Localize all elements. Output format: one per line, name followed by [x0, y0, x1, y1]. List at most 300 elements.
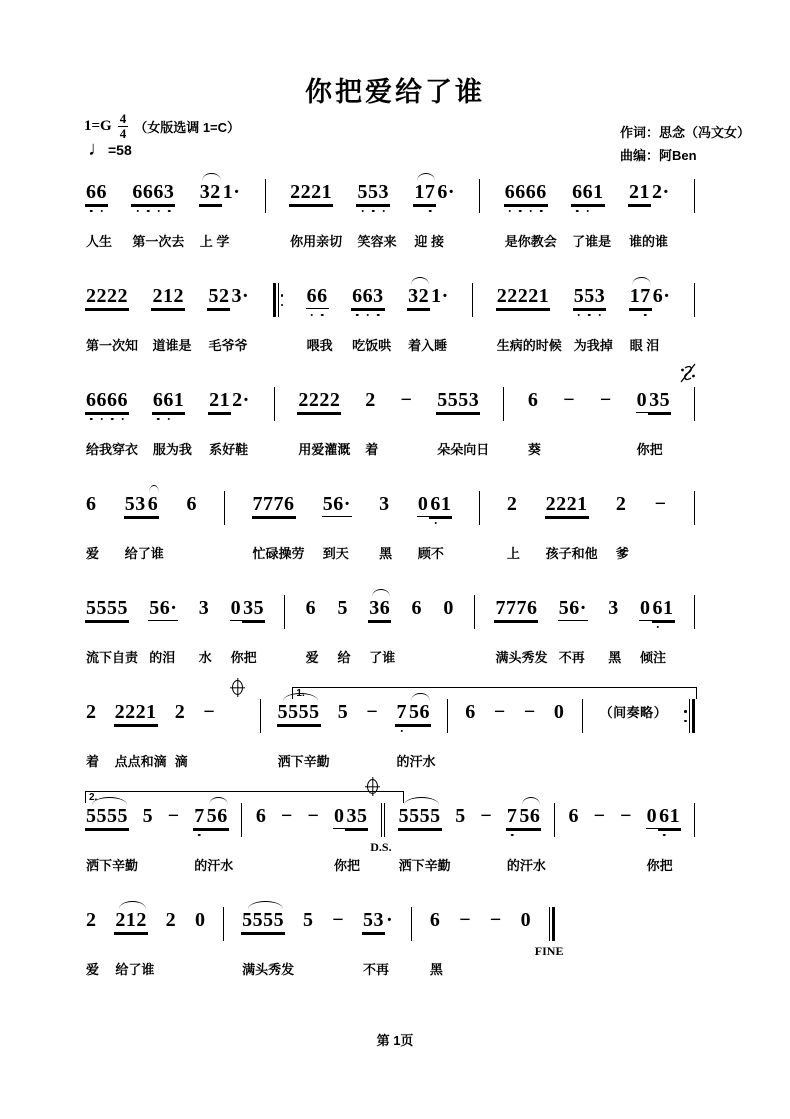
- note-char: 1: [414, 181, 425, 203]
- note-group: [436, 389, 490, 457]
- lyric-text: 给我穿衣: [86, 442, 139, 457]
- note-char: 略: [640, 705, 654, 720]
- note-char: 5: [288, 701, 299, 723]
- note-char: 3: [135, 493, 146, 515]
- bar-stroke: [552, 907, 555, 941]
- note-char: 6: [333, 493, 344, 515]
- note-char: 6: [526, 597, 538, 619]
- note-group: [131, 181, 185, 249]
- note-char: 5: [447, 389, 459, 411]
- note-char: 2: [365, 389, 376, 411]
- note-char: 3: [608, 597, 619, 619]
- score-line: [85, 584, 695, 688]
- lyric-text: 不再: [363, 962, 390, 977]
- barline: [241, 803, 242, 837]
- barline: [447, 699, 448, 733]
- note-row: [351, 286, 385, 309]
- note-group: [368, 597, 396, 665]
- note-group: [558, 597, 588, 665]
- note-group: [255, 806, 268, 828]
- note-run: [527, 390, 540, 412]
- lyric-text: 黑: [429, 962, 443, 977]
- lyric-text: 着入睡: [408, 338, 448, 353]
- note-char: 5: [356, 805, 368, 827]
- note-row: [356, 182, 390, 205]
- note-group: [398, 805, 451, 873]
- note-run: [658, 806, 681, 829]
- note-run: [506, 806, 519, 829]
- barline: [411, 907, 412, 941]
- note-char: 3: [468, 389, 480, 411]
- note-char: 6: [186, 493, 197, 515]
- note-run: [255, 806, 268, 828]
- note-char: 2: [210, 181, 221, 203]
- note-char: −: [332, 909, 345, 931]
- note-char: −: [167, 805, 180, 827]
- lyric-text: 着: [365, 442, 379, 457]
- note-run: [199, 182, 222, 205]
- note-char: 5: [309, 701, 320, 723]
- note-run: [124, 494, 147, 517]
- lyric-text: 倾注: [640, 650, 667, 665]
- note-char: −: [459, 909, 472, 931]
- lyric-text: 你把: [333, 858, 360, 873]
- note-char: 2: [528, 285, 539, 307]
- note-char: 2: [615, 493, 627, 515]
- note-run: [364, 390, 377, 412]
- note-char: 7: [640, 285, 651, 307]
- note-group: [148, 597, 178, 665]
- note-group: [241, 909, 295, 977]
- note-run: [654, 494, 668, 516]
- note-char: 2: [86, 701, 97, 723]
- note-char: 2: [517, 285, 529, 307]
- note-char: 6: [305, 597, 317, 619]
- lyric-text: 给: [337, 650, 351, 665]
- lyric-text: 忙碌操劳: [252, 546, 305, 561]
- note-row: [336, 598, 349, 620]
- note-row: [395, 702, 431, 725]
- note-char: 0: [640, 597, 651, 619]
- lyric-text: 不再: [558, 650, 585, 665]
- note-run: [615, 494, 628, 516]
- note-run: [494, 598, 538, 621]
- note-row: [124, 494, 160, 517]
- note-char: −: [480, 805, 493, 827]
- note-group: [297, 389, 351, 457]
- note-run: [322, 494, 352, 517]
- note-group: [302, 910, 315, 932]
- note-group: [230, 597, 266, 665]
- note-char: 2: [298, 389, 309, 411]
- note-char: 2: [174, 701, 186, 723]
- bar-stroke: [474, 595, 475, 629]
- note-group: [599, 702, 669, 721]
- note-group: [351, 285, 392, 353]
- note-run: [558, 598, 588, 621]
- note-char: 3: [163, 181, 175, 203]
- lyric-text: 谁的谁: [628, 234, 668, 249]
- note-char: 2: [117, 285, 128, 307]
- note-row: [208, 390, 251, 413]
- note-run: [629, 286, 652, 309]
- note-group: [362, 909, 394, 977]
- note-run: [206, 806, 229, 829]
- note-char: 2: [86, 285, 97, 307]
- key-variant-note: （女版选调 1=C）: [134, 119, 241, 135]
- note-group: [413, 181, 456, 249]
- note-char: 5: [149, 597, 160, 619]
- note-run: [252, 494, 296, 517]
- note-char: 2: [308, 389, 320, 411]
- note-row: [148, 598, 178, 621]
- note-char: 6: [132, 181, 143, 203]
- note-run: [651, 182, 671, 204]
- key-prefix: 1=G: [84, 117, 112, 134]
- note-char: 5: [86, 597, 97, 619]
- note-run: [506, 494, 519, 516]
- segno-icon: [680, 363, 696, 383]
- note-run: [331, 910, 345, 932]
- note-row: [198, 598, 211, 620]
- note-char: 2: [290, 181, 301, 203]
- note-row: [252, 494, 296, 517]
- note-group: [464, 702, 477, 724]
- barline: [534, 907, 564, 958]
- note-char: −: [493, 701, 506, 723]
- note-char: −: [593, 805, 606, 827]
- note-run: [305, 598, 318, 620]
- note-char: 1: [440, 493, 452, 515]
- note-char: 5: [357, 181, 368, 203]
- lyric-text: 第一次去: [132, 234, 185, 249]
- note-char: 2: [135, 701, 147, 723]
- note-row: [413, 182, 456, 205]
- note-group: [593, 806, 607, 828]
- note-group: [504, 181, 557, 249]
- note-char: 6: [430, 493, 441, 515]
- lyric-text: 你用亲切: [290, 234, 343, 249]
- note-run: [336, 598, 349, 620]
- note-group: [337, 702, 350, 724]
- lyric-text: 洒下辛勤: [277, 754, 330, 769]
- note-char: 5: [242, 909, 253, 931]
- lyric-text: 生病的时候: [496, 338, 562, 353]
- note-group: [628, 181, 671, 249]
- bar-stroke: [260, 699, 261, 733]
- note-char: 5: [408, 701, 420, 723]
- note-run: [198, 598, 211, 620]
- note-row: [193, 806, 229, 829]
- note-row: [429, 910, 442, 932]
- note-char: 5: [96, 597, 107, 619]
- note-group: [151, 285, 192, 353]
- note-group: [599, 390, 613, 412]
- note-char: 6: [86, 493, 97, 515]
- note-char: 1: [593, 181, 604, 203]
- barline: [260, 699, 261, 733]
- note-row: [85, 494, 98, 516]
- note-group: [506, 805, 546, 873]
- note-char: 5: [437, 389, 448, 411]
- note-char: −: [620, 805, 633, 827]
- note-char: 6: [284, 493, 295, 515]
- note-group: [208, 389, 251, 457]
- bar-stroke: [284, 595, 285, 629]
- note-group: [496, 285, 562, 353]
- note-char: 5: [573, 285, 585, 307]
- note-row: [305, 598, 318, 620]
- note-char: 5: [519, 805, 530, 827]
- note-char: 6: [652, 597, 663, 619]
- note-char: 5: [107, 597, 118, 619]
- note-run: [151, 286, 185, 309]
- bar-stroke: [582, 699, 583, 733]
- note-char: 2: [107, 285, 118, 307]
- note-row: [331, 910, 345, 932]
- note-row: [489, 910, 503, 932]
- note-char: ·: [662, 181, 670, 203]
- note-run: [194, 910, 207, 932]
- note-char: 5: [117, 805, 128, 827]
- note-row: [151, 286, 185, 309]
- note-char: 5: [430, 805, 441, 827]
- note-char: 1: [663, 597, 674, 619]
- note-char: 6: [255, 805, 267, 827]
- note-char: 6: [379, 597, 391, 619]
- note-char: 2: [232, 389, 243, 411]
- note-run: [408, 702, 431, 725]
- note-group: [85, 493, 100, 561]
- note-row: [599, 702, 669, 721]
- lyric-text: 水: [198, 650, 212, 665]
- coda-icon: [232, 680, 243, 700]
- note-run: [222, 182, 242, 204]
- note-run: [306, 806, 320, 828]
- note-run: [628, 182, 651, 205]
- note-char: 6: [515, 181, 526, 203]
- note-row: [289, 182, 333, 205]
- note-group: [639, 597, 675, 665]
- note-run: [429, 910, 442, 932]
- time-denominator: 4: [119, 125, 127, 141]
- note-run: [398, 806, 442, 829]
- note-group: [194, 910, 207, 932]
- note-row: [207, 286, 250, 309]
- note-row: [114, 910, 148, 933]
- note-char: 0: [417, 493, 429, 515]
- note-char: 3: [373, 909, 385, 931]
- note-char: 5: [322, 493, 334, 515]
- score-line: [85, 272, 695, 376]
- note-group: [152, 389, 192, 457]
- note-char: 1: [222, 181, 234, 203]
- note-char: 6: [525, 181, 537, 203]
- score-line: [85, 792, 695, 896]
- note-char: 5: [337, 597, 348, 619]
- note-char: 1: [669, 805, 681, 827]
- lyric-text: 了谁是: [572, 234, 612, 249]
- note-char: 2: [319, 389, 330, 411]
- note-run: [85, 910, 98, 932]
- note-char: 5: [363, 909, 374, 931]
- score-line: [85, 896, 564, 1000]
- barline: [582, 699, 583, 733]
- note-row: [277, 702, 321, 725]
- bar-stroke: [694, 491, 695, 525]
- lyric-text: 上: [506, 546, 520, 561]
- note-row: [523, 702, 537, 724]
- note-char: 5: [419, 805, 431, 827]
- note-char: ·: [447, 181, 455, 203]
- repeat-dots-icon: [684, 699, 687, 733]
- note-char: 6: [107, 389, 118, 411]
- lyric-text: 的汗水: [396, 754, 436, 769]
- note-char: ·: [579, 597, 587, 619]
- note-run: [400, 390, 414, 412]
- note-char: −: [489, 909, 502, 931]
- note-run: [385, 910, 394, 932]
- note-char: 1: [321, 181, 333, 203]
- lyric-text: 给了谁: [124, 546, 164, 561]
- note-group: [479, 806, 493, 828]
- note-char: 2: [114, 701, 126, 723]
- note-run: [479, 806, 493, 828]
- note-run: [436, 182, 456, 204]
- note-row: [85, 702, 98, 724]
- note-run: [230, 598, 243, 621]
- note-row: [165, 910, 178, 932]
- note-char: 2: [545, 493, 557, 515]
- note-char: 6: [147, 493, 159, 515]
- note-char: 2: [173, 285, 184, 307]
- note-run: [85, 390, 129, 413]
- note-run: [648, 390, 671, 413]
- lyric-text: 人生: [86, 234, 113, 249]
- note-run: [131, 182, 175, 205]
- note-group: [395, 701, 436, 769]
- note-run: [568, 806, 581, 828]
- barline: [274, 387, 275, 421]
- note-run: [646, 806, 659, 829]
- note-run: [174, 702, 187, 724]
- note-char: 6: [152, 389, 164, 411]
- note-group: [417, 493, 453, 561]
- note-char: 6: [317, 285, 328, 307]
- lyric-text: 迎 接: [414, 234, 444, 249]
- note-char: 6: [159, 597, 171, 619]
- note-char: 2: [556, 493, 567, 515]
- note-group: [553, 702, 566, 724]
- note-row: [520, 910, 533, 932]
- note-row: [442, 598, 455, 620]
- note-row: [230, 598, 266, 621]
- note-group: [562, 390, 576, 412]
- note-group: [523, 702, 537, 724]
- note-run: [147, 494, 160, 517]
- repeat-dots-icon: [281, 283, 284, 317]
- note-row: [639, 598, 675, 621]
- lyric-text: 爱: [86, 962, 100, 977]
- note-run: [496, 286, 551, 309]
- note-char: 6: [465, 701, 476, 723]
- note-char: 6: [163, 389, 174, 411]
- note-group: [646, 805, 682, 873]
- bar-stroke: [384, 803, 385, 837]
- note-char: 2: [209, 389, 220, 411]
- note-run: [230, 286, 250, 308]
- note-char: 7: [506, 805, 518, 827]
- note-char: 5: [273, 909, 285, 931]
- note-group: [252, 493, 305, 561]
- note-char: ·: [343, 493, 351, 515]
- note-run: [333, 806, 346, 829]
- barline: [554, 803, 555, 837]
- note-char: 0: [520, 909, 532, 931]
- note-run: [202, 702, 216, 724]
- note-group: [378, 493, 393, 561]
- bar-stroke: [274, 387, 275, 421]
- note-run: [302, 910, 315, 932]
- bar-stroke: [692, 699, 695, 733]
- note-row: [417, 494, 453, 517]
- note-row: [562, 390, 576, 412]
- note-row: [85, 286, 129, 309]
- note-char: 5: [298, 701, 310, 723]
- note-group: [573, 285, 613, 353]
- note-run: [520, 910, 533, 932]
- note-run: [193, 806, 206, 829]
- note-run: [417, 494, 430, 517]
- barline: [370, 803, 392, 854]
- note-run: [306, 286, 329, 309]
- note-char: 1: [538, 285, 550, 307]
- note-char: −: [307, 805, 320, 827]
- lyric-text: 满头秀发: [495, 650, 548, 665]
- note-row: [629, 286, 672, 309]
- credits: [620, 122, 750, 168]
- note-group: [493, 702, 507, 724]
- note-char: 5: [208, 285, 219, 307]
- note-char: 5: [96, 805, 107, 827]
- note-run: [489, 910, 503, 932]
- note-char: 6: [142, 181, 154, 203]
- lyric-text: 黑: [608, 650, 622, 665]
- note-row: [85, 598, 129, 621]
- note-char: 0: [333, 805, 345, 827]
- note-char: 6: [362, 285, 374, 307]
- note-char: 1: [431, 285, 442, 307]
- note-char: 2: [418, 285, 430, 307]
- note-group: [85, 909, 100, 977]
- note-char: 5: [253, 597, 265, 619]
- note-group: [454, 806, 467, 828]
- note-run: [351, 286, 385, 309]
- barline: [694, 803, 695, 837]
- note-char: 2: [136, 909, 147, 931]
- lyric-text: 葵: [527, 442, 541, 457]
- lyric-text: 洒下辛勤: [398, 858, 451, 873]
- note-char: 6: [504, 181, 516, 203]
- note-group: [411, 598, 424, 620]
- note-char: ·: [386, 909, 394, 931]
- lyric-text: 道谁是: [152, 338, 192, 353]
- note-char: 2: [566, 493, 578, 515]
- note-run: [518, 806, 541, 829]
- note-group: [331, 910, 345, 932]
- note-run: [599, 390, 613, 412]
- note-run: [365, 702, 379, 724]
